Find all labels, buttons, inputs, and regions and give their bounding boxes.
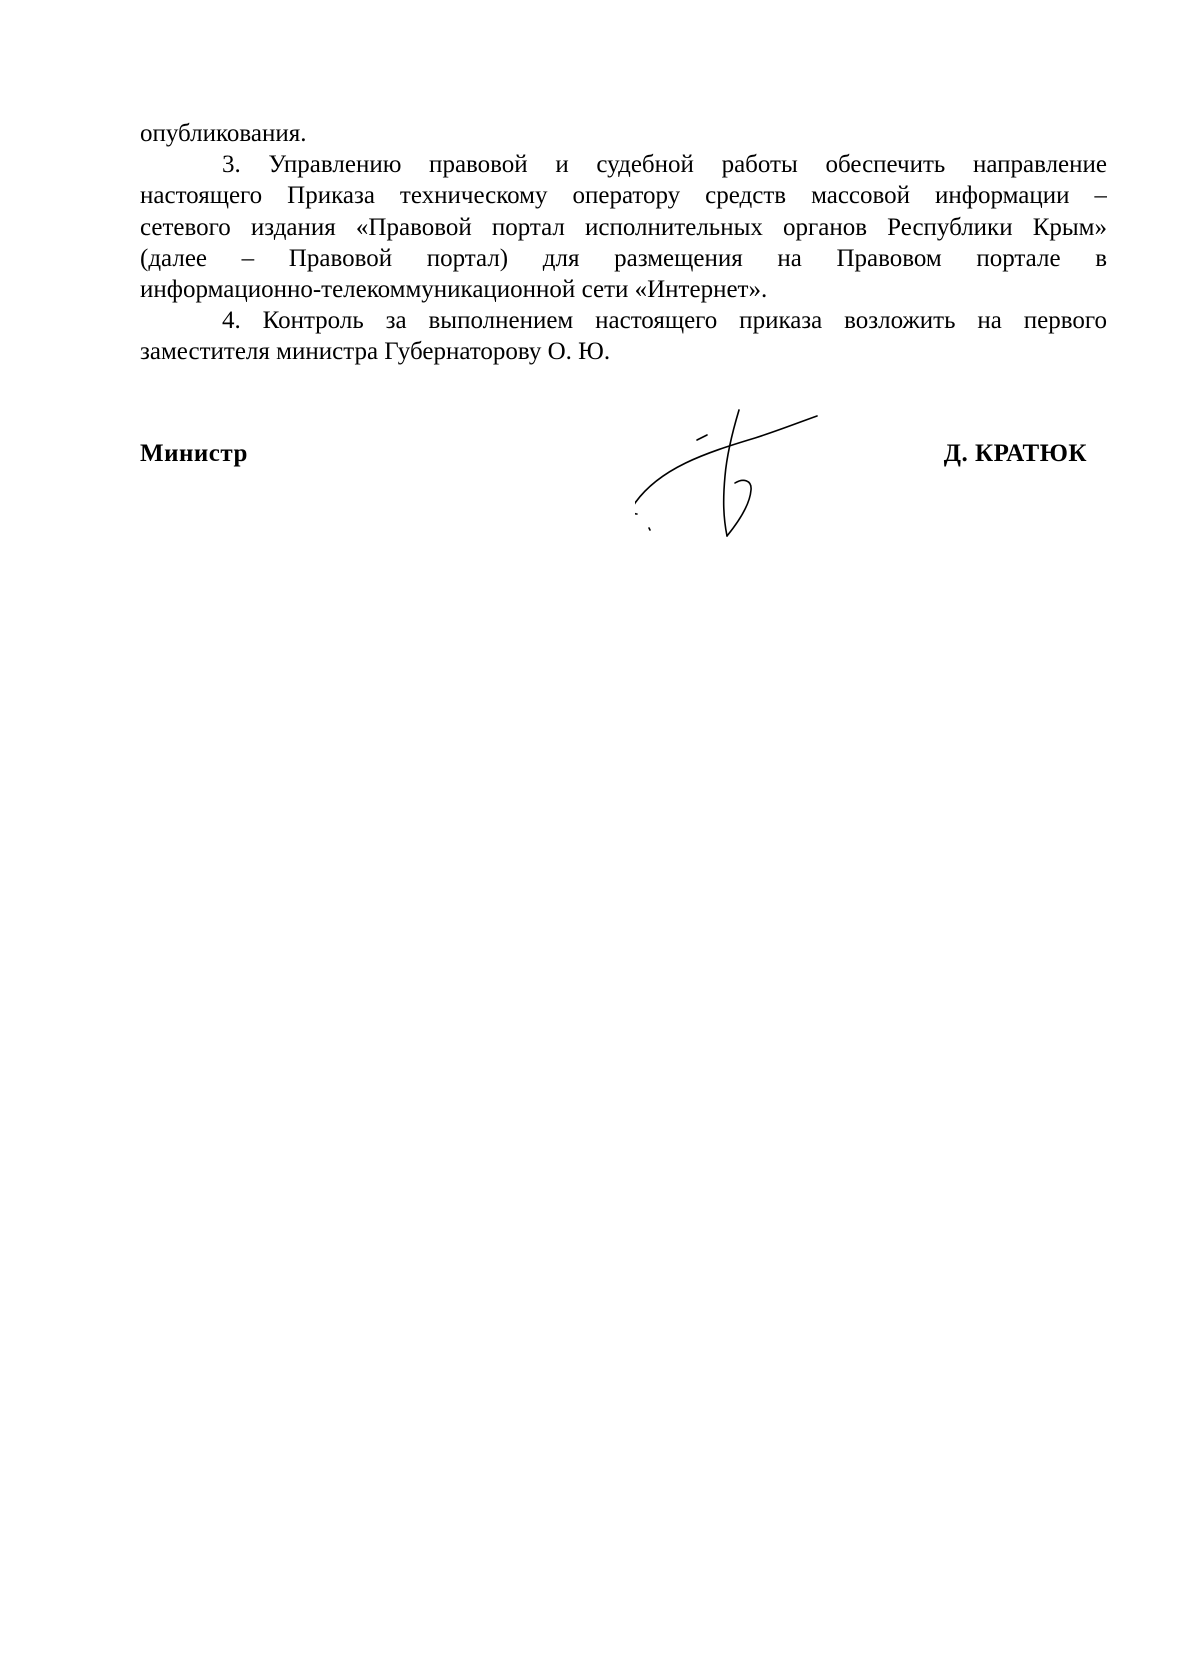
handwritten-signature (635, 408, 825, 548)
text-line: заместителя министра Губернаторову О. Ю. (140, 338, 611, 366)
signature-block (140, 440, 1107, 500)
text-line: 4. Контроль за выполнением настоящего приказа возложить на первого (222, 307, 1107, 335)
text-line: сетевого издания «Правовой портал исполнительных органов Республики Крым» (140, 213, 1107, 241)
text-line: опубликования. (140, 120, 307, 147)
signatory-title: Министр (140, 440, 248, 467)
text-line: (далее – Правовой портал) для размещения на Правовом портале в (140, 244, 1107, 272)
signatory-name: Д. КРАТЮК (943, 440, 1087, 467)
document-body (140, 118, 1107, 368)
text-line: настоящего Приказа техническому оператору средств массовой информации – (140, 182, 1107, 210)
text-line: информационно-телекоммуникационной сети «Интернет». (140, 275, 768, 303)
text-line: 3. Управлению правовой и судебной работы обеспечить направление (222, 151, 1107, 179)
